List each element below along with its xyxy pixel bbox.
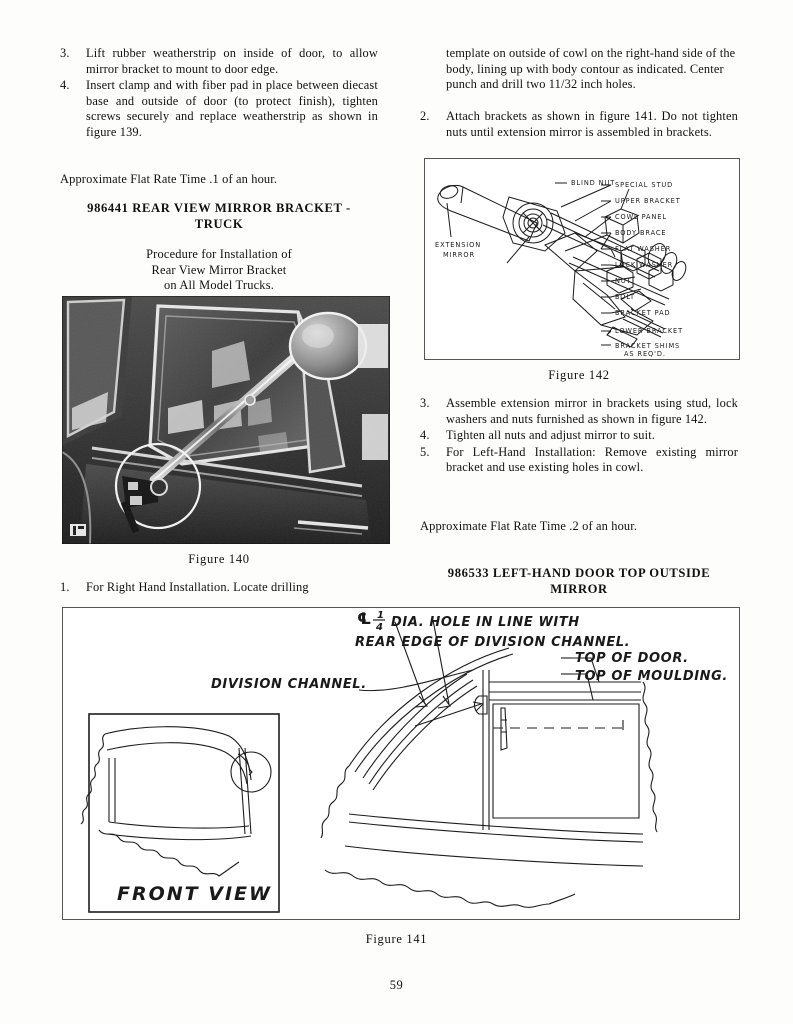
list-item <box>60 46 378 77</box>
left-subheading <box>60 247 378 294</box>
list-item-number: 3. <box>60 46 70 60</box>
figure-141-handwritten-notes <box>117 609 728 905</box>
right-continued-paragraph: template on outside of cowl on the right-hand side of the body, lining up with body contour as indicated. Center punch and drill two 11/32 inch holes. <box>446 46 736 92</box>
right-step-list <box>420 396 738 476</box>
list-item-text: Attach brackets as shown in figure 141. Do not tighten nuts until extension mirror is assembled in brackets. <box>446 109 738 139</box>
right-step-2-container <box>420 109 738 141</box>
figure-140-caption: Figure 140 <box>188 552 250 566</box>
note-line-1: DIA. HOLE IN LINE WITH <box>391 615 580 630</box>
figure-141-drawing <box>62 607 740 920</box>
callout-special-stud: SPECIAL STUD <box>615 181 674 189</box>
callout-bolt: BOLT <box>615 293 635 301</box>
callout-cowl-panel: COWL PANEL <box>615 213 667 221</box>
list-item-text: Tighten all nuts and adjust mirror to suit. <box>446 428 656 443</box>
page-number: 59 <box>389 978 404 992</box>
list-item-text: For Left-Hand Installation: Remove existing mirror bracket and use existing holes in cowl. <box>446 444 738 475</box>
list-item-number: 3. <box>420 396 430 410</box>
label-top-of-moulding: TOP OF MOULDING. <box>575 669 728 684</box>
extension-mirror-bracket-exploded-view <box>425 159 738 358</box>
label-division-channel: DIVISION CHANNEL. <box>211 677 367 692</box>
left-step-1-list <box>60 580 378 596</box>
figure-142-caption: Figure 142 <box>548 368 610 382</box>
callout-blind-nut: BLIND NUT <box>571 179 616 187</box>
list-item-text: Assemble extension mirror in brackets using stud, lock washers and nuts furnished as shown in figure 142. <box>446 396 738 426</box>
figure-141-caption: Figure 141 <box>365 932 428 946</box>
note-fraction-denominator: 4 <box>376 622 384 633</box>
callout-extension-mirror-line1: EXTENSION <box>435 241 482 249</box>
left-section-heading-line2: TRUCK <box>194 217 244 231</box>
list-item-text: Insert clamp and with fiber pad in place between diecast base and outside of door (to protect finish), tighten screws securely and replace weatherstrip as shown in figure 139. <box>86 78 378 139</box>
callout-lock-washer: LOCK WASHER <box>615 261 674 269</box>
label-front-view: FRONT VIEW <box>117 883 272 905</box>
list-item-number: 4. <box>60 78 70 93</box>
list-item-text: For Right Hand Installation. Locate drilling <box>86 580 309 594</box>
right-step-2-list <box>420 109 738 140</box>
round-mirror-head <box>290 313 366 379</box>
note-line-2: REAR EDGE OF DIVISION CHANNEL. <box>355 635 631 650</box>
centerline-symbol: ℄ <box>357 609 372 628</box>
callout-bracket-shims-line1: BRACKET SHIMS <box>615 342 681 350</box>
list-item <box>60 580 378 596</box>
list-item-number: 2. <box>420 109 430 123</box>
list-item <box>420 445 738 476</box>
left-column-steps <box>60 46 378 142</box>
callout-lower-bracket: LOWER BRACKET <box>615 327 684 335</box>
truck-mirror-photo-illustration <box>62 296 390 544</box>
figure-140-photo <box>62 296 390 544</box>
left-subheading-line2: Rear View Mirror Bracket <box>151 262 287 277</box>
figure-142-drawing <box>424 158 740 360</box>
right-section-heading-line1: 986533 LEFT-HAND DOOR TOP OUTSIDE <box>447 566 711 580</box>
left-step-1-container <box>60 580 378 597</box>
list-item-number: 1. <box>60 580 70 594</box>
right-steps-container <box>420 396 738 477</box>
right-section-heading-line2: MIRROR <box>550 582 608 596</box>
right-section-heading <box>420 565 738 597</box>
callout-extension-mirror-line2: MIRROR <box>443 251 475 259</box>
left-section-heading <box>60 200 378 232</box>
left-step-list <box>60 46 378 141</box>
list-item-text: Lift rubber weatherstrip on inside of door, to allow mirror bracket to mount to door edge. <box>86 46 378 76</box>
callout-flat-washer: FLAT WASHER <box>615 245 672 253</box>
left-section-heading-line1: 986441 REAR VIEW MIRROR BRACKET - <box>87 201 351 215</box>
left-subheading-line3: on All Model Trucks. <box>163 278 275 292</box>
list-item <box>60 78 378 140</box>
door-top-outside-mirror-drilling-diagram <box>63 608 738 918</box>
callout-nut: NUT <box>615 277 632 285</box>
list-item-number: 4. <box>420 428 430 443</box>
callout-body-brace: BODY BRACE <box>615 229 667 237</box>
callout-bracket-shims-line2: AS REQ'D. <box>624 350 666 358</box>
label-top-of-door: TOP OF DOOR. <box>575 651 689 666</box>
right-flat-rate-note: Approximate Flat Rate Time .2 of an hour. <box>420 519 638 533</box>
callout-bracket-pad: BRACKET PAD <box>615 309 671 317</box>
note-fraction-numerator: 1 <box>377 610 385 621</box>
left-flat-rate-note: Approximate Flat Rate Time .1 of an hour. <box>60 172 278 186</box>
list-item <box>420 396 738 427</box>
list-item-number: 5. <box>420 444 430 459</box>
callout-upper-bracket: UPPER BRACKET <box>615 197 681 205</box>
left-subheading-line1: Procedure for Installation of <box>146 247 292 261</box>
list-item <box>420 428 738 444</box>
photo-corner-mark <box>70 524 86 536</box>
list-item <box>420 109 738 140</box>
